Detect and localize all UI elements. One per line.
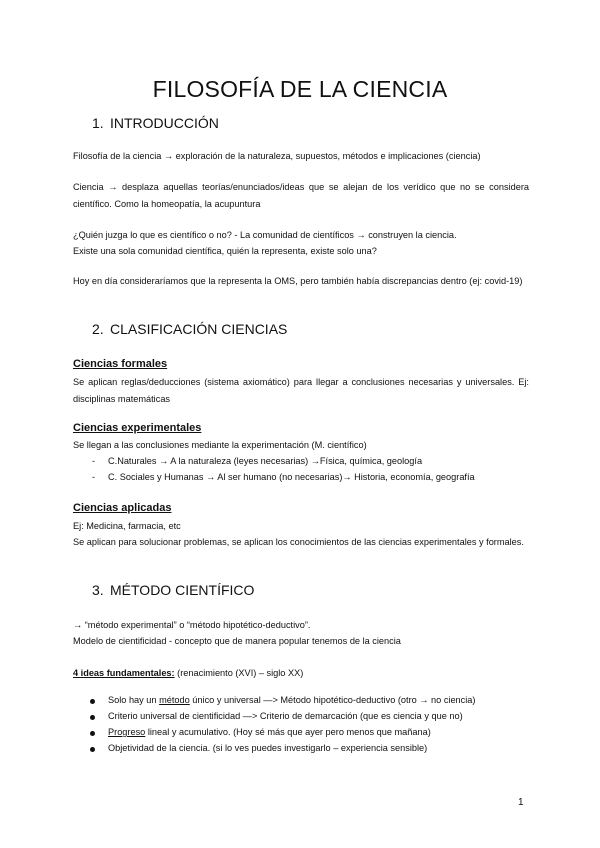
page-number: 1 [518, 797, 524, 808]
section-number: 3. [92, 582, 104, 598]
paragraph: Se llegan a las conclusiones mediante la experimentación (M. científico) [73, 440, 367, 450]
section-heading-introduccion [92, 115, 219, 131]
paragraph: Se aplican reglas/deducciones (sistema axiomático) para llegar a conclusiones necesarias y universales. Ej: disciplinas matemáticas [73, 377, 529, 404]
paragraph: Hoy en día consideraríamos que la representa la OMS, pero también había discrepancias dentro (ej: covid-19) [73, 276, 523, 286]
ideas-line [73, 665, 529, 682]
list-item-underlined: método [159, 695, 190, 705]
section-title: CLASIFICACIÓN CIENCIAS [110, 321, 288, 337]
paragraph: Modelo de cientificidad - concepto que de manera popular tenemos de la ciencia [73, 636, 401, 646]
section-heading-clasificacion [92, 321, 287, 337]
dash-marker: - [92, 472, 96, 482]
list-item: Criterio universal de cientificidad —> Criterio de demarcación (que es ciencia y que no) [108, 711, 463, 721]
list-item-underlined: Progreso [108, 727, 146, 737]
bullet-icon [90, 747, 95, 752]
paragraph: Se aplican para solucionar problemas, se aplican los conocimientos de las ciencias experimentales y formales. [73, 537, 524, 547]
list-item [108, 692, 475, 709]
section-title: MÉTODO CIENTÍFICO [110, 582, 255, 598]
list-item: Objetividad de la ciencia. (si lo ves puedes investigarlo – experiencia sensible) [108, 743, 428, 753]
list-item [108, 724, 431, 741]
subheading-ciencias-formales: Ciencias formales [73, 358, 168, 370]
document-title: FILOSOFÍA DE LA CIENCIA [152, 76, 448, 102]
list-item: C. Sociales y Humanas → Al ser humano (no necesarias)→ Historia, economía, geografía [108, 472, 475, 482]
list-item-text: lineal y acumulativo. (Hoy sé más que ayer pero menos que mañana) [145, 727, 431, 737]
paragraph: Ciencia → desplaza aquellas teorías/enunciados/ideas que se alejan de los verídico que no se considera científico. Como la homeopatía, la acupuntura [73, 182, 529, 209]
paragraph: Existe una sola comunidad científica, quién la representa, existe solo una? [73, 246, 377, 256]
dash-marker: - [92, 456, 96, 466]
section-number: 2. [92, 321, 104, 337]
section-title: INTRODUCCIÓN [110, 115, 219, 131]
list-item-text: único y universal —> Método hipotético-deductivo (otro → no ciencia) [189, 695, 476, 705]
bullet-icon [90, 731, 95, 736]
ideas-note: (renacimiento (XVI) – siglo XX) [174, 668, 304, 678]
paragraph: Filosofía de la ciencia → exploración de la naturaleza, supuestos, métodos e implicaciones (ciencia) [73, 151, 481, 161]
bullet-icon [90, 715, 95, 720]
section-number: 1. [92, 115, 104, 131]
list-item: C.Naturales → A la naturaleza (leyes necesarias) →Física, química, geología [108, 456, 423, 466]
paragraph: Ej: Medicina, farmacia, etc [73, 521, 181, 531]
subheading-ciencias-aplicadas: Ciencias aplicadas [73, 502, 172, 514]
ideas-heading: 4 ideas fundamentales: [73, 668, 175, 678]
subheading-ciencias-experimentales: Ciencias experimentales [73, 422, 202, 434]
paragraph: → “método experimental” o “método hipotético-deductivo”. [73, 620, 311, 630]
list-item-text: Solo hay un [108, 695, 160, 705]
section-heading-metodo [92, 582, 254, 598]
bullet-icon [90, 699, 95, 704]
paragraph: ¿Quién juzga lo que es científico o no? - La comunidad de científicos → construyen la ciencia. [73, 230, 457, 240]
